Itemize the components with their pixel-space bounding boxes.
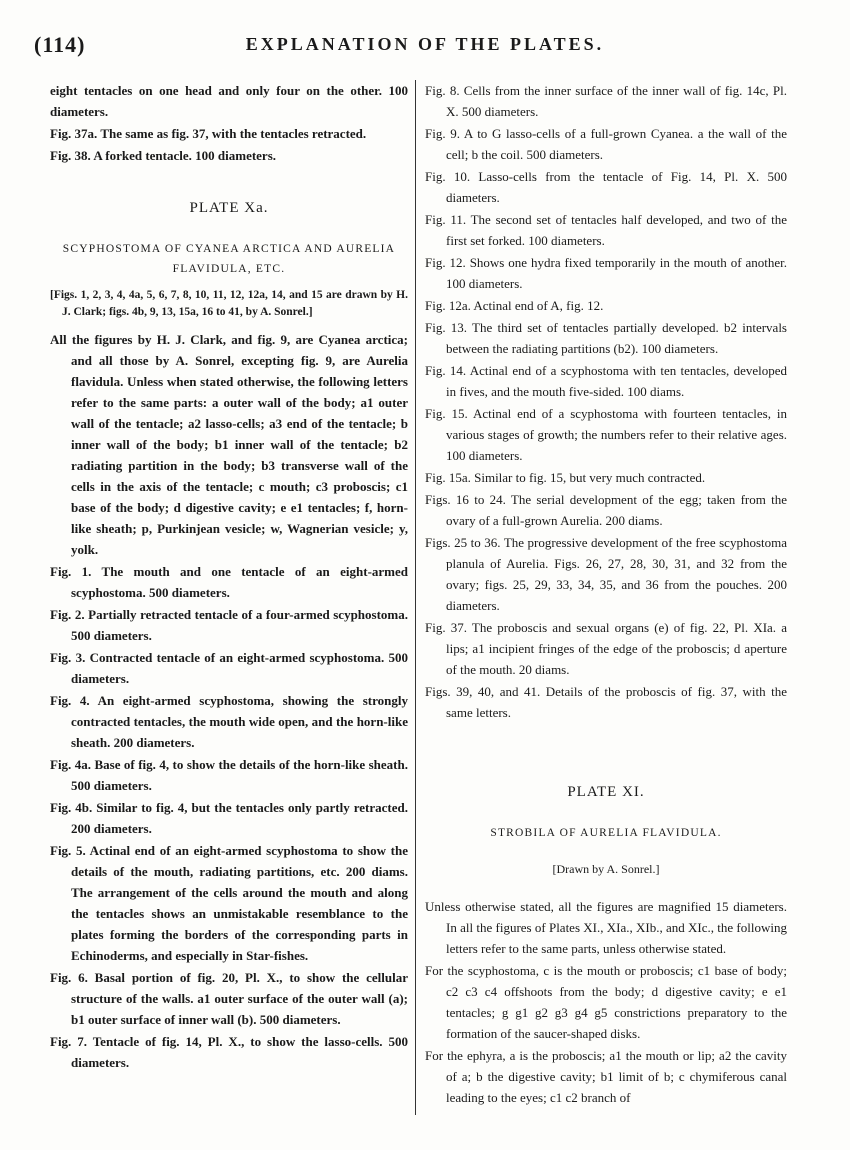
intro-paragraph: All the figures by H. J. Clark, and fig. 9, are Cyanea arctica; and all those by A. Sonrel, excepting fig. 9, are Aurelia flavidula. Unless when stated otherwise, the following letters refer to the same parts: a outer wall of the body; a1 outer wall of the tentacle; a2 lasso-cells; a3 end of the tentacle; b inner wall of the body; b1 inner wall of the tentacle; b2 radiating partition in the body; b3 transverse wall of the cells in the axis of the tentacle; c mouth; c3 proboscis; c1 base of the body; d digestive cavity; e e1 tentacles; f, horn-like sheath; p, Purkinjean vesicle; w, Wagnerian vesicle; y, yolk. — [50, 332, 408, 557]
column-divider — [415, 80, 416, 1115]
fig-entry: Fig. 4a. Base of fig. 4, to show the details of the horn-like sheath. 500 diameters. — [50, 757, 408, 793]
page-number: (114) — [34, 32, 86, 57]
fig-entry: Fig. 15. Actinal end of a scyphostoma with fourteen tentacles, in various stages of growth; the numbers refer to their relative ages. 100 diameters. — [425, 406, 787, 463]
fig-entry: Fig. 14. Actinal end of a scyphostoma with ten tentacles, developed in fives, and the mouth five-sided. 100 diams. — [425, 363, 787, 399]
fig-entry: Fig. 13. The third set of tentacles partially developed. b2 intervals between the radiating partitions (b2). 100 diameters. — [425, 320, 787, 356]
fig-entry: Fig. 37a. The same as fig. 37, with the tentacles retracted. — [50, 126, 367, 141]
fig-entry: Fig. 8. Cells from the inner surface of the inner wall of fig. 14c, Pl. X. 500 diameters. — [425, 83, 787, 119]
plate-title: PLATE XI. — [567, 784, 645, 800]
fig-entry: Fig. 12. Shows one hydra fixed temporarily in the mouth of another. 100 diameters. — [425, 255, 787, 291]
fig-entry: Fig. 15a. Similar to fig. 15, but very much contracted. — [425, 470, 706, 485]
plate-subtitle: STROBILA OF AURELIA FLAVIDULA. — [490, 827, 722, 839]
fig-entry: Fig. 5. Actinal end of an eight-armed scyphostoma to show the details of the mouth, radiating partitions, etc. 200 diams. The arrangement of the cells around the mouth and along the tentacles shows an unmistakable resemblance to the plates forming the borders of the corresponding parts in Echinoderms, and especially in Star-fishes. — [50, 843, 408, 963]
fig-entry: Fig. 1. The mouth and one tentacle of an eight-armed scyphostoma. 500 diameters. — [50, 564, 408, 600]
left-column — [50, 80, 408, 1074]
drawing-credit: [Figs. 1, 2, 3, 4, 4a, 5, 6, 7, 8, 10, 11, 12, 12a, 14, and 15 are drawn by H. J. Clark; figs. 4b, 9, 13, 15a, 16 to 41, by A. Sonrel.] — [50, 289, 408, 318]
subtitle-line: FLAVIDULA, ETC. — [172, 263, 286, 275]
fig-entry: Fig. 4b. Similar to fig. 4, but the tentacles only partly retracted. 200 diameters. — [50, 800, 408, 836]
body-paragraph: For the scyphostoma, c is the mouth or proboscis; c1 base of body; c2 c3 c4 offshoots from the body; d digestive cavity; e e1 tentacles; g g1 g2 g3 g4 g5 constrictions preparatory to the formation of the saucer-shaped disks. — [425, 963, 787, 1041]
continuation-text: eight tentacles on one head and only four on the other. 100 diameters. — [50, 83, 408, 119]
fig-entry: Fig. 37. The proboscis and sexual organs (e) of fig. 22, Pl. XIa. a lips; a1 incipient fringes of the edge of the proboscis; d aperture of the mouth. 20 diams. — [425, 620, 787, 677]
fig-entry: Fig. 10. Lasso-cells from the tentacle of Fig. 14, Pl. X. 500 diameters. — [425, 169, 787, 205]
fig-entry: Fig. 9. A to G lasso-cells of a full-grown Cyanea. a the wall of the cell; b the coil. 500 diameters. — [425, 126, 787, 162]
fig-entry: Fig. 7. Tentacle of fig. 14, Pl. X., to show the lasso-cells. 500 diameters. — [50, 1034, 408, 1070]
fig-entry: Fig. 3. Contracted tentacle of an eight-armed scyphostoma. 500 diameters. — [50, 650, 408, 686]
drawing-credit: [Drawn by A. Sonrel.] — [552, 862, 660, 876]
fig-entry: Fig. 4. An eight-armed scyphostoma, showing the strongly contracted tentacles, the mouth wide open, and the horn-like sheath. 200 diameters. — [50, 693, 408, 750]
section-spacer — [425, 724, 787, 782]
page-header — [30, 32, 820, 60]
plate-title: PLATE Xa. — [189, 200, 269, 216]
body-paragraph: For the ephyra, a is the proboscis; a1 the mouth or lip; a2 the cavity of a; b the digestive cavity; b1 limit of b; c chymiferous canal leading to the eyes; c1 c2 branch of — [425, 1048, 787, 1105]
subtitle-line: SCYPHOSTOMA OF CYANEA ARCTICA AND AURELIA — [62, 243, 396, 255]
right-column — [425, 80, 787, 1109]
body-paragraph: Unless otherwise stated, all the figures are magnified 15 diameters. In all the figures of Plates XI., XIa., XIb., and XIc., the following letters refer to the same parts, unless otherwise stated. — [425, 899, 787, 956]
fig-entry: Figs. 16 to 24. The serial development of the egg; taken from the ovary of a full-grown Aurelia. 200 diams. — [425, 492, 787, 528]
fig-entry: Fig. 11. The second set of tentacles half developed, and two of the first set forked. 100 diameters. — [425, 212, 787, 248]
fig-entry: Fig. 2. Partially retracted tentacle of a four-armed scyphostoma. 500 diameters. — [50, 607, 408, 643]
fig-entry: Fig. 6. Basal portion of fig. 20, Pl. X., to show the cellular structure of the walls. a1 outer surface of the outer wall (a); b1 outer surface of inner wall (b). 500 diameters. — [50, 970, 408, 1027]
fig-entry: Fig. 12a. Actinal end of A, fig. 12. — [425, 298, 604, 313]
fig-entry: Fig. 38. A forked tentacle. 100 diameters. — [50, 148, 277, 163]
fig-entry: Figs. 39, 40, and 41. Details of the proboscis of fig. 37, with the same letters. — [425, 684, 787, 720]
fig-entry: Figs. 25 to 36. The progressive development of the free scyphostoma planula of Aurelia. Figs. 26, 27, 28, 30, 31, and 32 from the ovary; figs. 25, 29, 33, 34, 35, and 36 from the pouches. 200 diameters. — [425, 535, 787, 613]
running-title: EXPLANATION OF THE PLATES. — [245, 34, 605, 54]
plate-subtitle — [50, 239, 408, 279]
